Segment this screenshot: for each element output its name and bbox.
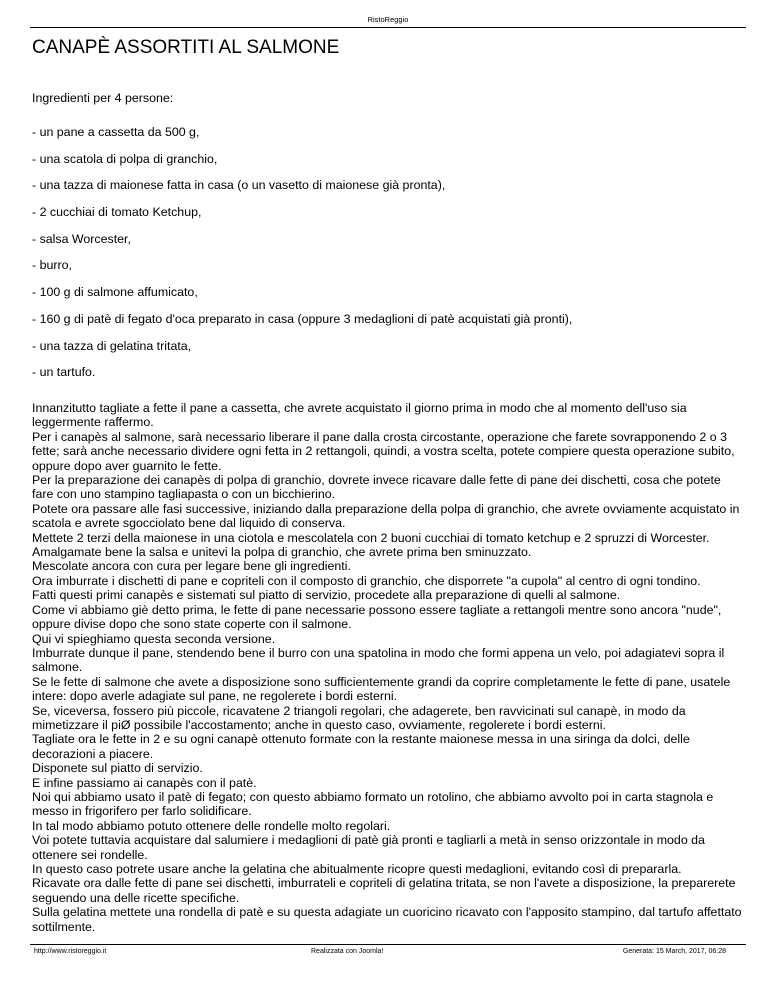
instruction-paragraph: Mettete 2 terzi della maionese in una ciotola e mescolatela con 2 buoni cucchiai di tomato ketchup e 2 spruzzi di Worcester. — [32, 530, 710, 545]
footer-powered-by: Realizzata con Joomla! — [311, 948, 384, 955]
instruction-paragraph: In questo caso potrete usare anche la gelatina che abitualmente ricopre questi medaglioni, evitando così di prepararla. — [32, 862, 682, 876]
instruction-paragraph: Se le fette di salmone che avete a disposizione sono sufficientemente grandi da coprire completamente le fette di pane, usatele intere: dopo averle adagiate sul pane, ne regolerete i bordi esterni. — [32, 674, 731, 704]
recipe-instructions — [32, 401, 744, 934]
instruction-paragraph: Per la preparazione dei canapès di polpa di granchio, dovrete invece ricavare dalle fette di pane dei dischetti, cosa che potete fare con uno stampino tagliapasta o con un bicchierino. — [32, 473, 721, 502]
instruction-paragraph: Amalgamate bene la salsa e unitevi la polpa di granchio, che avrete prima ben sminuzzato. — [32, 545, 532, 560]
footer-divider — [30, 944, 746, 945]
ingredient-item: - una scatola di polpa di granchio, — [32, 151, 218, 166]
instruction-paragraph: Sulla gelatina mettete una rondella di patè e su questa adagiate un cuoricino ricavato con l'apposito stampino, dal tartufo affettato sottilmente. — [32, 905, 742, 934]
instruction-paragraph: Disponete sul piatto di servizio. — [32, 761, 203, 776]
instruction-paragraph: Voi potete tuttavia acquistare dal salumiere i medaglioni di patè già pronti e tagliarli a metà in senso orizzontale in modo da ottenere sei rondelle. — [32, 833, 705, 862]
ingredient-item: - salsa Worcester, — [32, 231, 131, 246]
ingredient-item: - 2 cucchiai di tomato Ketchup, — [32, 205, 202, 220]
instruction-paragraph: Noi qui abbiamo usato il patè di fegato; con questo abbiamo formato un rotolino, che abbiamo avvolto poi in carta stagnola e messo in frigorifero per farlo solidificare. — [32, 789, 714, 819]
instruction-paragraph: Imburrate dunque il pane, stendendo bene il burro con una spatolina in modo che formi appena un velo, poi adagiatevi sopra il salmone. — [32, 645, 725, 675]
ingredient-item: - un tartufo. — [32, 365, 96, 380]
document-page — [30, 0, 746, 994]
instruction-paragraph: Innanzitutto tagliate a fette il pane a cassetta, che avrete acquistato il giorno prima in modo che al momento dell'uso sia leggermente raffermo. — [32, 401, 687, 430]
ingredient-item: - 160 g di patè di fegato d'oca preparato in casa (oppure 3 medaglioni di patè acquistati già pronti), — [32, 311, 573, 326]
ingredient-item: - 100 g di salmone affumicato, — [32, 285, 198, 300]
page-title: CANAPÈ ASSORTITI AL SALMONE — [32, 37, 340, 58]
ingredient-item: - burro, — [32, 258, 72, 273]
instruction-paragraph: Mescolate ancora con cura per legare bene gli ingredienti. — [32, 559, 351, 574]
ingredient-item: - una tazza di maionese fatta in casa (o un vasetto di maionese già pronta), — [32, 178, 446, 193]
ingredient-item: - un pane a cassetta da 500 g, — [32, 125, 200, 139]
instruction-paragraph: Ricavate ora dalle fette di pane sei dischetti, imburrateli e copriteli di gelatina tritata, se non l'avete a disposizione, la preparerete seguendo una delle ricette specifiche. — [32, 876, 736, 905]
instruction-paragraph: Per i canapès al salmone, sarà necessario liberare il pane dalla crosta circostante, operazione che farete sovrapponendo 2 o 3 fette; sarà anche necessario dividere ogni fetta in 2 rettangoli, quindi, a vostra scelta, potete compiere questa operazione subito, oppure dopo aver guarnito le fette. — [32, 429, 735, 473]
footer-url: http://www.ristoreggio.it — [34, 948, 107, 955]
instruction-paragraph: Qui vi spieghiamo questa seconda versione. — [32, 631, 276, 646]
instruction-paragraph: Ora imburrate i dischetti di pane e copriteli con il composto di granchio, che disporrete "a cupola" al centro di ogni tondino. — [32, 573, 701, 588]
ingredients-heading: Ingredienti per 4 persone: — [32, 91, 174, 105]
instruction-paragraph: E infine passiamo ai canapès con il patè. — [32, 775, 257, 790]
page-footer — [30, 947, 746, 957]
instruction-paragraph: Fatti questi primi canapès e sistemati sul piatto di servizio, procedete alla preparazione di quelli al salmone. — [32, 588, 621, 603]
instruction-paragraph: Potete ora passare alle fasi successive, iniziando dalla preparazione della polpa di granchio, che avrete ovviamente acquistato in scatola e avrete sgocciolato bene dal liquido di conserva. — [32, 501, 740, 531]
instruction-paragraph: Tagliate ora le fette in 2 e su ogni canapè ottenuto formate con la restante maionese messa in una siringa da dolci, delle decorazioni a piacere. — [32, 732, 690, 761]
site-name-header: RistoReggio — [367, 15, 409, 24]
ingredients-list — [32, 125, 572, 392]
ingredient-item: - una tazza di gelatina tritata, — [32, 338, 192, 353]
instruction-paragraph: Come vi abbiamo giè detto prima, le fette di pane necessarie possono essere tagliate a rettangoli mentre sono ancora "nude", oppure divise dopo che sono state coperte con il salmone. — [32, 602, 722, 632]
instruction-paragraph: Se, viceversa, fossero più piccole, ricavatene 2 triangoli regolari, che adagerete, ben ravvicinati sul canapè, in modo da mimetizzare il piØ possibile l'accostamento; anche in questo caso, ovviamente, regolerete i bordi esterni. — [32, 703, 686, 732]
instruction-paragraph: In tal modo abbiamo potuto ottenere delle rondelle molto regolari. — [32, 818, 391, 833]
header-divider — [30, 27, 746, 28]
footer-generated-date: Generata: 15 March, 2017, 06:28 — [622, 948, 726, 955]
